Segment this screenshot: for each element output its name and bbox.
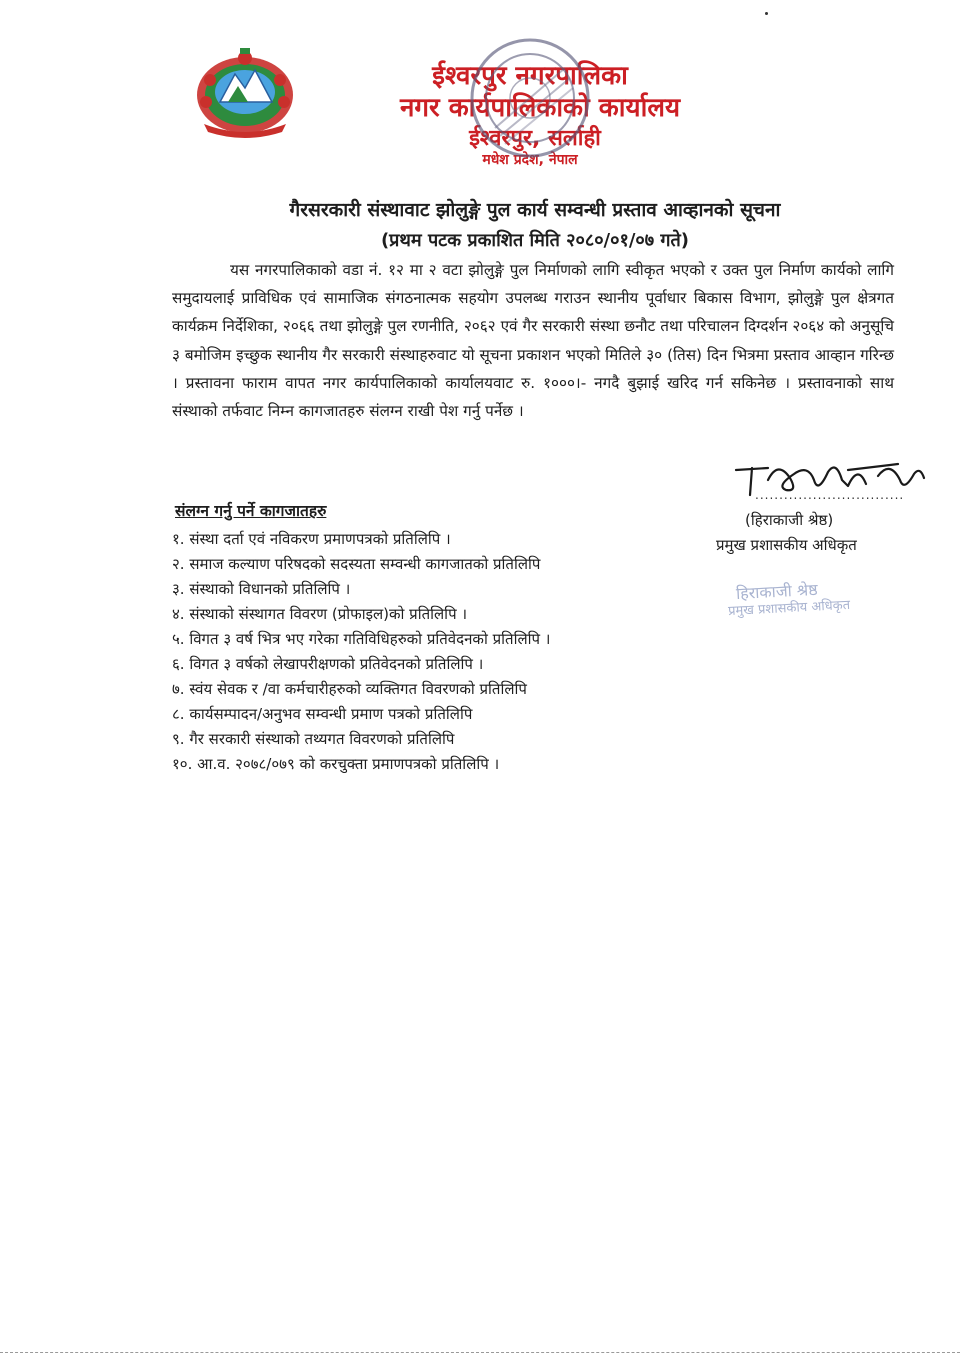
nepal-emblem-icon — [190, 40, 300, 140]
list-item: ४. संस्थाको संस्थागत विवरण (प्रोफाइल)को प्रतिलिपि । — [172, 605, 468, 623]
list-item: ९. गैर सरकारी संस्थाको तथ्यगत विवरणको प्रतिलिपि — [172, 730, 455, 748]
name-seal: हिराकाजी श्रेष्ठ — [735, 579, 819, 604]
signature-line: ............................... — [755, 488, 905, 502]
scan-speck — [765, 12, 768, 15]
office-name: नगर कार्यपालिकाको कार्यालय — [399, 93, 681, 123]
list-item: १. संस्था दर्ता एवं नविकरण प्रमाणपत्रको प्रतिलिपि । — [172, 530, 451, 548]
list-item: ५. विगत ३ वर्ष भित्र भए गरेका गतिविधिहरुको प्रतिवेदनको प्रतिलिपि । — [172, 630, 551, 648]
notice-body — [172, 256, 894, 425]
notice-body-text: यस नगरपालिकाको वडा नं. १२ मा २ वटा झोलुङ्गे पुल निर्माणको लागि स्वीकृत भएको र उक्त पुल निर्माण कार्यको लागि समुदायलाई प्राविधिक एवं सामाजिक संगठनात्मक सहयोग उपलब्ध गराउन स्थानीय पूर्वाधार बिकास विभाग, झोलुङ्गे पुल क्षेत्रगत कार्यक्रम निर्देशिका, २०६६ तथा झोलुङ्गे पुल रणनीति, २०६२ एवं गैर सरकारी संस्था छनौट तथा परिचालन दिग्दर्शन २०६४ को अनुसूचि ३ बमोजिम इच्छुक स्थानीय गैर सरकारी संस्थाहरुवाट यो सूचना प्रकाशन भएको मितिले ३० (तिस) दिन भित्रमा प्रस्ताव आव्हान गरिन्छ । प्रस्तावना फाराम वापत नगर कार्यपालिकाको कार्यालयवाट रु. १०००।- नगदै बुझाई खरिद गर्न सकिनेछ । प्रस्तावनाको साथ संस्थाको तर्फवाट निम्न कागजातहरु संलग्न राखी पेश गर्नु पर्नेछ । — [172, 261, 895, 421]
position-seal: प्रमुख प्रशासकीय अधिकृत — [727, 597, 851, 620]
office-stamp-icon — [455, 28, 605, 178]
list-item: ७. स्वंय सेवक र /वा कर्मचारीहरुको व्यक्तिगत विवरणको प्रतिलिपि — [172, 680, 527, 698]
office-province: मधेश प्रदेश, नेपाल — [482, 152, 578, 168]
page-edge — [0, 1352, 960, 1353]
list-item: ६. विगत ३ वर्षको लेखापरीक्षणको प्रतिवेदनको प्रतिलिपि । — [172, 655, 484, 673]
documents-list — [172, 527, 712, 777]
publication-date: (प्रथम पटक प्रकाशित मिति २०८०/०१/०७ गते) — [380, 230, 690, 251]
notice-title: गैरसरकारी संस्थावाट झोलुङ्गे पुल कार्य सम्वन्धी प्रस्ताव आव्हानको सूचना — [289, 199, 781, 221]
list-item: ८. कार्यसम्पादन/अनुभव सम्वन्धी प्रमाण पत्रको प्रतिलिपि — [172, 705, 473, 723]
list-item: ३. संस्थाको विधानको प्रतिलिपि । — [172, 580, 351, 598]
signatory-name: (हिराकाजी श्रेष्ठ) — [745, 511, 834, 529]
municipality-name: ईश्वरपुर नगरपालिका — [432, 61, 628, 91]
signatory-position: प्रमुख प्रशासकीय अधिकृत — [716, 536, 857, 554]
office-location: ईश्वरपुर, सर्लाही — [469, 126, 601, 151]
list-item: १०. आ.व. २०७८/०७९ को करचुक्ता प्रमाणपत्रको प्रतिलिपि । — [172, 755, 500, 773]
list-item: २. समाज कल्याण परिषदको सदस्यता सम्वन्धी कागजातको प्रतिलिपि — [172, 555, 541, 573]
documents-heading: संलग्न गर्नु पर्ने कागजातहरु — [175, 502, 327, 520]
